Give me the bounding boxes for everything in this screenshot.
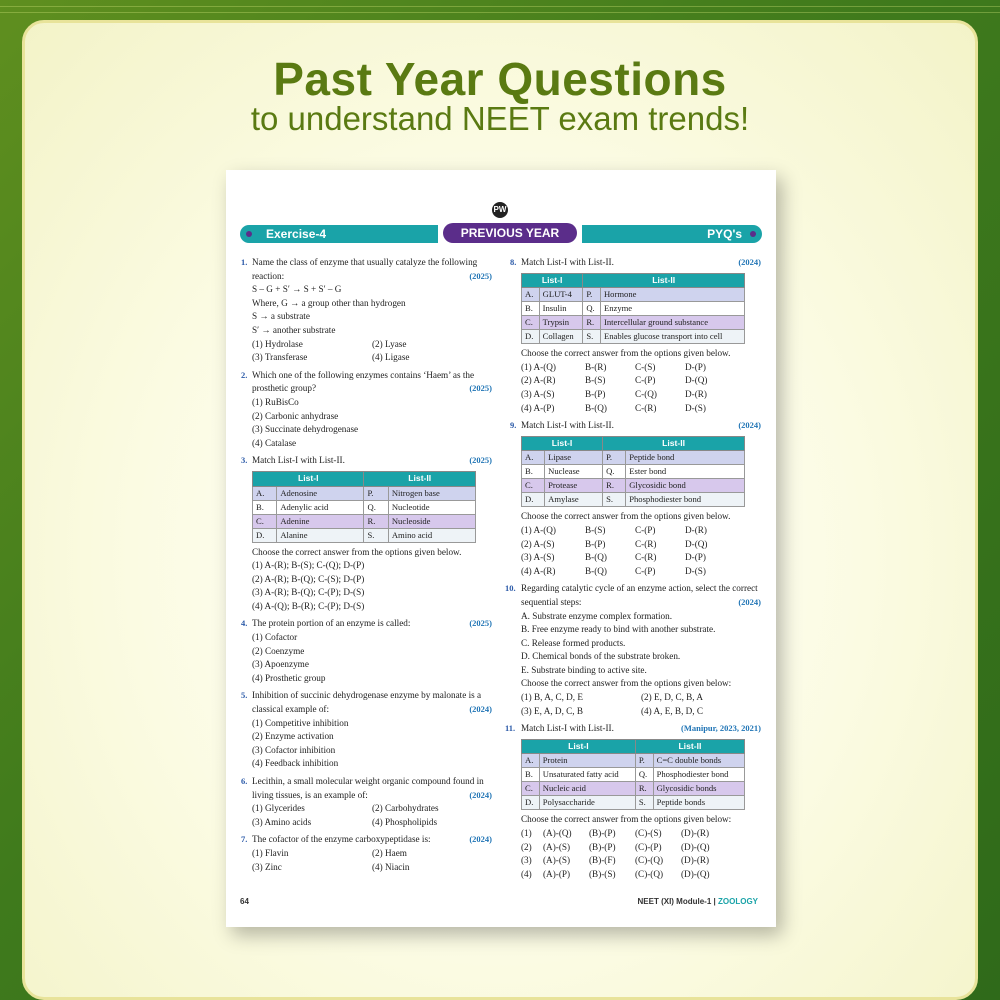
subject-label: ZOOLOGY: [718, 897, 758, 906]
table-row: C. Adenine R. Nucleoside: [253, 514, 476, 528]
option: (D)-(R): [681, 828, 710, 839]
question-text: The protein portion of an enzyme is called:: [252, 618, 411, 629]
instruction-text: Choose the correct answer from the options given below.: [521, 511, 731, 522]
option: D-(Q): [685, 375, 708, 386]
question-1: [241, 256, 492, 365]
table-row: D. Amylase S. Phosphodiester bond: [522, 493, 745, 507]
option: (D)-(R): [681, 855, 710, 866]
question-text: Match List-I with List-II.: [521, 257, 614, 267]
instruction-text: Choose the correct answer from the options given below:: [521, 814, 732, 825]
option: (C)-(P): [635, 841, 662, 852]
instruction-text: Choose the correct answer from the options given below:: [521, 678, 732, 689]
table-row: D. Polysaccharide S. Peptide bonds: [522, 796, 745, 810]
book-page: [226, 170, 776, 927]
question-7: [241, 833, 492, 874]
question-number: 2.: [241, 369, 248, 380]
question-text: Lecithin, a small molecular weight organic compound found in living tissues, is an example of:: [252, 776, 484, 800]
option: (1) Flavin: [252, 847, 289, 858]
option: (2) Lyase: [372, 338, 407, 349]
option: C-(Q): [635, 388, 657, 399]
option: (1) RuBisCo: [252, 396, 299, 407]
option: D-(P): [685, 552, 706, 563]
match-table: [252, 471, 476, 543]
text-line: S′ → another substrate: [252, 324, 336, 335]
option: (D)-(Q): [681, 841, 710, 852]
option: (B)-(S): [589, 868, 616, 879]
option: (3) Transferase: [252, 352, 308, 363]
option: (4) Prosthetic group: [252, 672, 326, 683]
option: (B)-(P): [589, 841, 616, 852]
option: (4) Ligase: [372, 352, 410, 363]
option: (4) Feedback inhibition: [252, 758, 339, 769]
year-tag: (2024): [738, 596, 761, 607]
question-number: 9.: [510, 420, 517, 431]
option: (C)-(Q): [635, 868, 664, 879]
option: (1) Competitive inhibition: [252, 717, 349, 728]
option: (1) Glycerides: [252, 803, 305, 814]
option: B-(Q): [585, 565, 607, 576]
option: (B)-(P): [589, 828, 616, 839]
option: (3): [521, 855, 532, 866]
option: (3) Apoenzyme: [252, 659, 309, 670]
module-footer: [638, 897, 758, 906]
year-tag: (2025): [469, 455, 492, 466]
option: (4): [521, 868, 532, 879]
table-row: C. Trypsin R. Intercellular ground substance: [522, 316, 745, 330]
question-4: [241, 617, 492, 685]
instruction-text: Choose the correct answer from the options given below.: [252, 546, 462, 557]
option: (2) E, D, C, B, A: [641, 692, 704, 703]
table-header: List-I: [522, 436, 603, 451]
banner-title: Past Year Questions: [273, 53, 727, 105]
option: (3) Zinc: [252, 861, 282, 872]
question-6: [241, 775, 492, 829]
option: (A)-(Q): [543, 828, 572, 839]
option: (C)-(S): [635, 828, 662, 839]
module-label: NEET (XI) Module-1 |: [637, 897, 716, 906]
question-number: 6.: [241, 776, 248, 786]
option: (4) Catalase: [252, 437, 297, 448]
table-row: A. Adenosine P. Nitrogen base: [253, 486, 476, 500]
option: (4) A-(R): [521, 565, 556, 576]
option: (3) E, A, D, C, B: [521, 705, 584, 716]
question-number: 11.: [505, 723, 516, 734]
option: (2) Haem: [372, 847, 407, 858]
option: D-(R): [685, 388, 707, 399]
table-header: List-I: [522, 739, 636, 754]
option: (A)-(S): [543, 855, 571, 866]
year-tag: (2024): [738, 257, 761, 267]
option: (4) A-(P): [521, 402, 555, 413]
match-table: [521, 739, 745, 811]
option: (2) A-(S): [521, 538, 555, 549]
table-row: A. GLUT-4 P. Hormone: [522, 288, 745, 302]
question-number: 4.: [241, 618, 248, 629]
bullet-icon: [246, 231, 252, 237]
option: (3) Amino acids: [252, 816, 312, 827]
question-text: Regarding catalytic cycle of an enzyme action, select the correct sequential steps:: [521, 583, 758, 607]
option: (A)-(S): [543, 841, 571, 852]
step-line: A. Substrate enzyme complex formation.: [521, 610, 673, 621]
year-tag: (2024): [469, 834, 492, 845]
option: (2) A-(R): [521, 375, 556, 386]
option: B-(P): [585, 388, 606, 399]
year-tag: (2024): [469, 789, 492, 800]
option: (A)-(P): [543, 868, 571, 879]
step-line: C. Release formed products.: [521, 637, 626, 648]
option: B-(R): [585, 361, 607, 372]
table-row: C. Nucleic acid R. Glycosidic bonds: [522, 782, 745, 796]
option: (2) A-(R); B-(Q); C-(S); D-(P): [252, 573, 365, 584]
option: D-(S): [685, 565, 706, 576]
text-line: S → a substrate: [252, 311, 310, 322]
year-tag: (2025): [469, 270, 492, 281]
option: D-(Q): [685, 538, 708, 549]
option: D-(R): [685, 524, 707, 535]
option: (4) Niacin: [372, 861, 410, 872]
table-header: List-I: [522, 273, 583, 288]
year-tag: (2024): [738, 420, 761, 431]
option: C-(R): [635, 402, 657, 413]
table-header: List-II: [635, 739, 744, 754]
question-text: Which one of the following enzymes contains ‘Haem’ as the prosthetic group?: [252, 369, 475, 394]
table-header: List-II: [364, 471, 476, 486]
equation-line: S – G + S′ → S + S′ – G: [252, 284, 342, 295]
option: (1) B, A, C, D, E: [521, 692, 584, 703]
table-row: D. Alanine S. Amino acid: [253, 528, 476, 542]
option: (2) Carbonic anhydrase: [252, 410, 339, 421]
match-table: [521, 273, 745, 345]
option: (3) Cofactor inhibition: [252, 744, 336, 755]
table-header: List-I: [253, 471, 364, 486]
table-row: B. Adenylic acid Q. Nucleotide: [253, 500, 476, 514]
option: (2) Enzyme activation: [252, 731, 334, 742]
question-5: [241, 689, 492, 771]
option: B-(Q): [585, 402, 607, 413]
table-row: D. Collagen S. Enables glucose transport into cell: [522, 330, 745, 344]
question-text: The cofactor of the enzyme carboxypeptidase is:: [252, 834, 431, 845]
question-11: [505, 722, 761, 881]
option: C-(P): [635, 565, 656, 576]
page-number: 64: [240, 897, 249, 906]
option: (1) A-(Q): [521, 524, 556, 535]
question-number: 1.: [241, 257, 248, 267]
option: (B)-(F): [589, 855, 616, 866]
table-row: A. Lipase P. Peptide bond: [522, 451, 745, 465]
option: (3) Succinate dehydrogenase: [252, 424, 359, 435]
table-row: B. Unsaturated fatty acid Q. Phosphodiester bond: [522, 768, 745, 782]
pw-logo: PW: [492, 202, 508, 218]
option: (2) Carbohydrates: [372, 803, 439, 814]
question-number: 8.: [510, 257, 517, 267]
pyq-label: PYQ's: [707, 227, 742, 241]
question-3: [241, 454, 492, 613]
option: D-(S): [685, 402, 706, 413]
banner-subtitle: to understand NEET exam trends!: [250, 100, 750, 137]
question-8: [510, 256, 761, 415]
decorative-line: [0, 12, 1000, 13]
question-text: Match List-I with List-II.: [252, 455, 345, 466]
question-10: [505, 582, 761, 718]
option: (1) Cofactor: [252, 632, 298, 643]
option: (2) Coenzyme: [252, 645, 305, 656]
option: B-(S): [585, 524, 606, 535]
bullet-icon: [750, 231, 756, 237]
option: (1): [521, 828, 532, 839]
option: (D)-(Q): [681, 868, 710, 879]
option: (1) A-(R); B-(S); C-(Q); D-(P): [252, 560, 365, 571]
option: (4) A-(Q); B-(R); C-(P); D-(S): [252, 600, 365, 611]
option: C-(S): [635, 361, 656, 372]
option: D-(P): [685, 361, 706, 372]
right-column: [505, 256, 761, 885]
text-line: Where, G → a group other than hydrogen: [252, 297, 406, 308]
year-tag: (2025): [469, 383, 492, 394]
table-row: A. Protein P. C=C double bonds: [522, 754, 745, 768]
table-row: B. Nuclease Q. Ester bond: [522, 465, 745, 479]
left-column: [241, 256, 492, 878]
table-row: B. Insulin Q. Enzyme: [522, 302, 745, 316]
option: (3) A-(S): [521, 552, 555, 563]
table-row: C. Protease R. Glycosidic bond: [522, 479, 745, 493]
option: (4) Phospholipids: [372, 816, 438, 827]
question-number: 7.: [241, 834, 248, 845]
option: B-(S): [585, 375, 606, 386]
question-9: [510, 419, 761, 578]
option: C-(R): [635, 552, 657, 563]
year-tag: (2025): [469, 618, 492, 629]
decorative-line: [0, 6, 1000, 7]
option: C-(P): [635, 524, 656, 535]
option: C-(R): [635, 538, 657, 549]
question-number: 10.: [505, 583, 516, 594]
option: (3) A-(R); B-(Q); C-(P); D-(S): [252, 587, 365, 598]
year-tag: (2024): [469, 704, 492, 715]
year-tag: (Manipur, 2023, 2021): [681, 723, 761, 734]
question-text: Name the class of enzyme that usually catalyze the following reaction:: [252, 257, 478, 281]
option: (1) A-(Q): [521, 361, 556, 372]
step-line: E. Substrate binding to active site.: [521, 664, 647, 675]
option: (1) Hydrolase: [252, 338, 303, 349]
exercise-header-bar: [240, 225, 762, 243]
exercise-label: Exercise-4: [266, 227, 327, 241]
previous-year-pill: PREVIOUS YEAR: [443, 223, 577, 243]
table-header: List-II: [583, 273, 745, 288]
instruction-text: Choose the correct answer from the options given below.: [521, 348, 731, 359]
question-number: 5.: [241, 690, 248, 701]
option: B-(Q): [585, 552, 607, 563]
question-2: [241, 369, 492, 451]
match-table: [521, 436, 745, 508]
step-line: B. Free enzyme ready to bind with another substrate.: [521, 624, 716, 635]
table-header: List-II: [603, 436, 745, 451]
option: (C)-(Q): [635, 855, 664, 866]
option: (2): [521, 841, 532, 852]
option: (4) A, E, B, D, C: [641, 705, 704, 716]
option: C-(P): [635, 375, 656, 386]
question-text: Match List-I with List-II.: [521, 723, 614, 734]
step-line: D. Chemical bonds of the substrate broken.: [521, 651, 681, 662]
question-text: Inhibition of succinic dehydrogenase enzyme by malonate is a classical example of:: [252, 690, 482, 715]
option: (3) A-(S): [521, 388, 555, 399]
question-text: Match List-I with List-II.: [521, 420, 614, 431]
question-number: 3.: [241, 455, 248, 466]
option: B-(P): [585, 538, 606, 549]
